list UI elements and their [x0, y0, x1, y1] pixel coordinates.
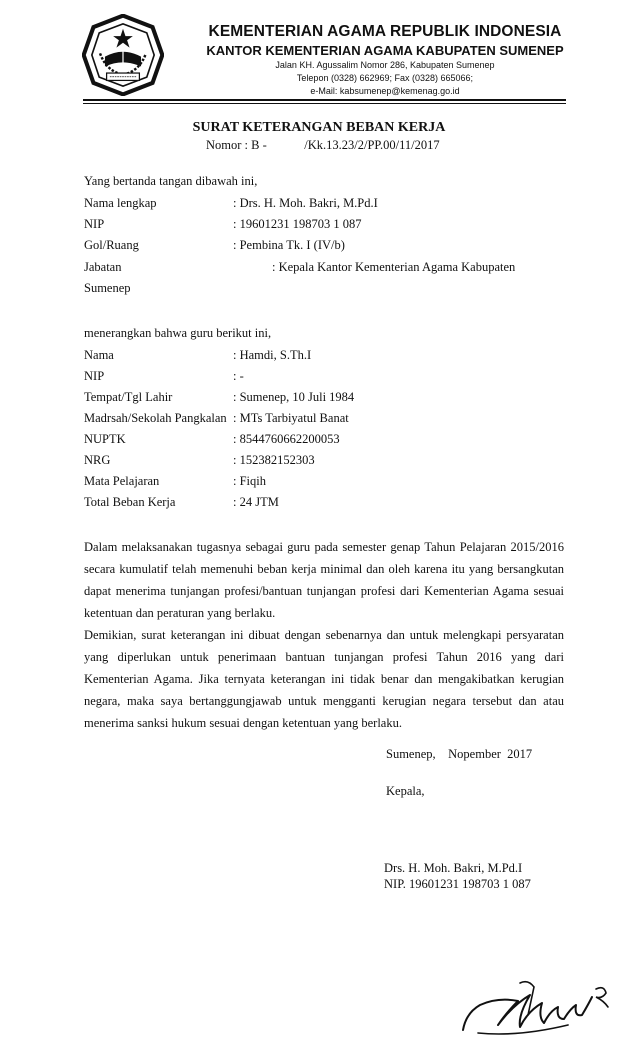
signer-nip: NIP. 19601231 198703 1 087 — [384, 877, 531, 891]
signer-position-continued: Sumenep — [84, 281, 131, 295]
kemenag-logo — [82, 14, 164, 96]
signer-title: Kepala, — [386, 784, 425, 798]
teacher-name-value: : Hamdi, S.Th.I — [233, 348, 312, 362]
place-date: Sumenep, Nopember 2017 — [386, 747, 533, 761]
teacher-nrg-value: : 152382152303 — [233, 453, 315, 467]
teacher-nuptk-value: : 8544760662200053 — [233, 432, 340, 446]
letterhead — [190, 22, 580, 98]
signer-position-label: Jabatan — [84, 260, 122, 274]
signer-name-value: : Drs. H. Moh. Bakri, M.Pd.I — [233, 196, 378, 210]
teacher-birth-value: : Sumenep, 10 Juli 1984 — [233, 390, 355, 404]
ministry-name: KEMENTERIAN AGAMA REPUBLIK INDONESIA — [208, 23, 562, 40]
signer-position-value: : Kepala Kantor Kementerian Agama Kabupaten — [272, 260, 516, 274]
signer-rank-label: Gol/Ruang — [84, 238, 139, 252]
signer-intro: Yang bertanda tangan dibawah ini, — [84, 174, 258, 188]
signer-nip-label: NIP — [84, 217, 105, 231]
teacher-nip-label: NIP — [84, 369, 105, 383]
handwritten-signature — [458, 975, 618, 1045]
teacher-school-label: Madrsah/Sekolah Pangkalan — [84, 411, 227, 425]
teacher-school-value: : MTs Tarbiyatul Banat — [233, 411, 349, 425]
letter-title: SURAT KETERANGAN BEBAN KERJA — [192, 120, 446, 135]
office-name: KANTOR KEMENTERIAN AGAMA KABUPATEN SUMENEP — [206, 43, 564, 58]
office-email: e-Mail: kabsumenep@kemenag.go.id — [310, 86, 460, 96]
closing-paragraph: Demikian, surat keterangan ini dibuat dengan sebenarnya dan untuk melengkapi persyaratan yang diperlukan untuk penerimaan bantuan tunjangan profesi Tahun 2016 yang dari Kementerian Agama. Jika ternyata keterangan ini tidak benar dan mengakibatkan kerugian negara, maka saya bertanggungjawab untuk mengganti kerugian negara tersebut dan atau menerima sanksi hukum sesuai dengan ketentuan yang berlaku. — [84, 628, 564, 730]
letter-number: Nomor : B - /Kk.13.23/2/PP.00/11/2017 — [206, 138, 440, 152]
teacher-subject-value: : Fiqih — [233, 474, 266, 488]
teacher-intro: menerangkan bahwa guru berikut ini, — [84, 326, 272, 340]
office-address: Jalan KH. Agussalim Nomor 286, Kabupaten Sumenep — [275, 60, 495, 70]
teacher-name-label: Nama — [84, 348, 114, 362]
signer-rank-value: : Pembina Tk. I (IV/b) — [233, 238, 345, 252]
teacher-workload-value: : 24 JTM — [233, 495, 279, 509]
teacher-birth-label: Tempat/Tgl Lahir — [84, 390, 173, 404]
teacher-nuptk-label: NUPTK — [84, 432, 126, 446]
signer-name-label: Nama lengkap — [84, 196, 157, 210]
statement-paragraph: Dalam melaksanakan tugasnya sebagai guru pada semester genap Tahun Pelajaran 2015/2016 secara kumulatif telah memenuhi beban kerja minimal dan oleh karena itu yang bersangkutan dapat menerima tunjangan profesi/bantuan tunjangan profesi dari Kementerian Agama sesuai ketentuan dan peraturan yang berlaku. — [84, 540, 564, 620]
signer-nip-value: : 19601231 198703 1 087 — [233, 217, 362, 231]
office-phone: Telepon (0328) 662969; Fax (0328) 665066; — [296, 73, 474, 83]
letterhead-divider-thin — [83, 103, 566, 104]
teacher-nip-value: : - — [233, 369, 244, 383]
teacher-nrg-label: NRG — [84, 453, 111, 467]
teacher-workload-label: Total Beban Kerja — [84, 495, 176, 509]
signer-name: Drs. H. Moh. Bakri, M.Pd.I — [384, 861, 523, 875]
teacher-subject-label: Mata Pelajaran — [84, 474, 160, 488]
letterhead-divider-thick — [83, 99, 566, 101]
